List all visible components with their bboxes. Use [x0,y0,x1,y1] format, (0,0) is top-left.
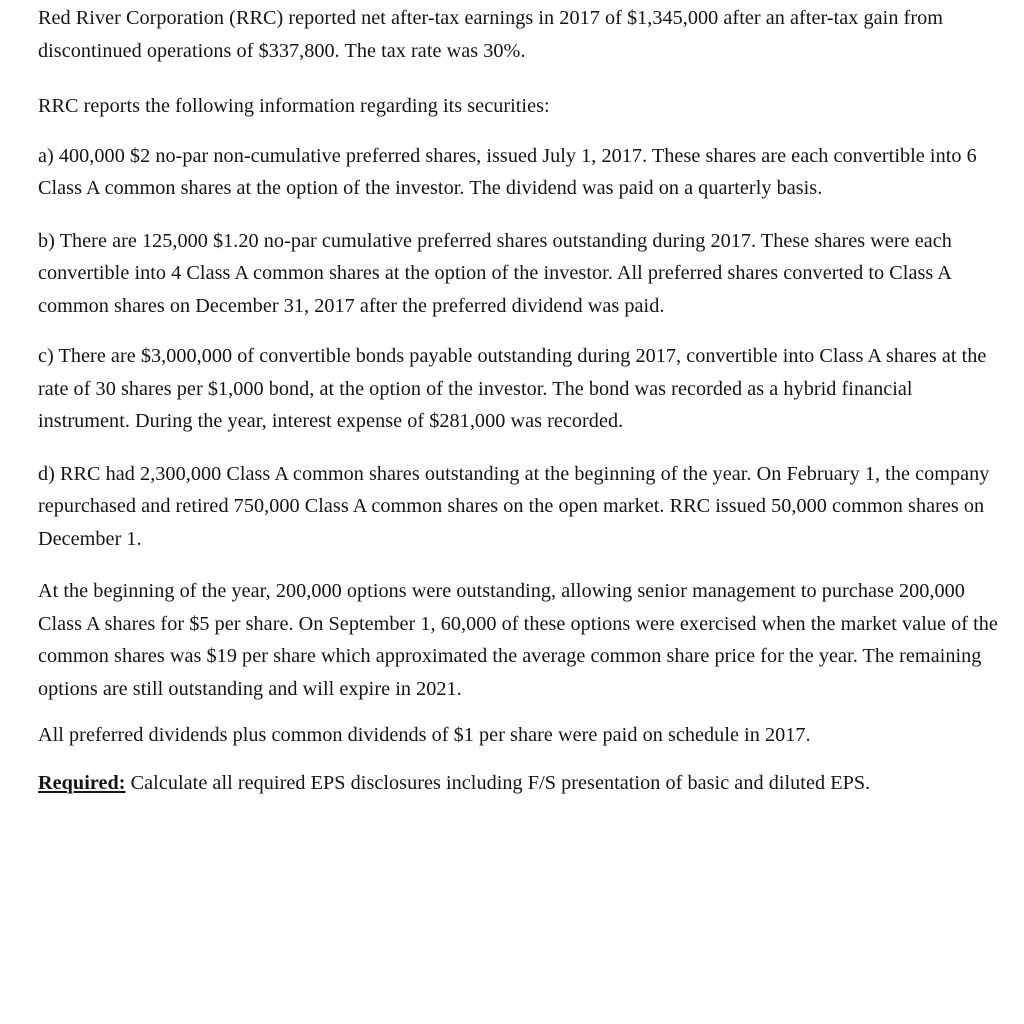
required-label: Required: [38,771,126,794]
securities-intro-paragraph: RRC reports the following information regarding its securities: [38,95,550,117]
item-c-paragraph: c) There are $3,000,000 of convertible bonds payable outstanding during 2017, convertible into Class A shares at the rate of 30 shares per $1,000 bond, at the option of the investor. The bond was recorded as a hybrid financial instrument. During the year, interest expense of $281,000 was recorded. [38,345,987,432]
required-text: Calculate all required EPS disclosures including F/S presentation of basic and diluted EPS. [125,771,871,794]
required-paragraph [38,767,1000,800]
item-d-paragraph: d) RRC had 2,300,000 Class A common shares outstanding at the beginning of the year. On February 1, the company repurchased and retired 750,000 Class A common shares on the open market. RRC issued 50,000 common shares on December 1. [38,462,990,550]
intro-paragraph: Red River Corporation (RRC) reported net after-tax earnings in 2017 of $1,345,000 after an after-tax gain from discontinued operations of $337,800. The tax rate was 30%. [38,7,943,62]
item-a-paragraph: a) 400,000 $2 no-par non-cumulative preferred shares, issued July 1, 2017. These shares are each convertible into 6 Class A common shares at the option of the investor. The dividend was paid on a quarterly basis. [38,144,977,199]
options-paragraph: At the beginning of the year, 200,000 options were outstanding, allowing senior management to purchase 200,000 Class A shares for $5 per share. On September 1, 60,000 of these options were exercised when the market value of the common shares was $19 per share which approximated the average common share price for the year. The remaining options are still outstanding and will expire in 2021. [38,580,998,700]
item-b-paragraph: b) There are 125,000 $1.20 no-par cumulative preferred shares outstanding during 2017. These shares were each convertible into 4 Class A common shares at the option of the investor. All preferred shares converted to Class A common shares on December 31, 2017 after the preferred dividend was paid. [38,229,952,317]
dividends-paragraph: All preferred dividends plus common dividends of $1 per share were paid on schedule in 2017. [38,724,811,746]
